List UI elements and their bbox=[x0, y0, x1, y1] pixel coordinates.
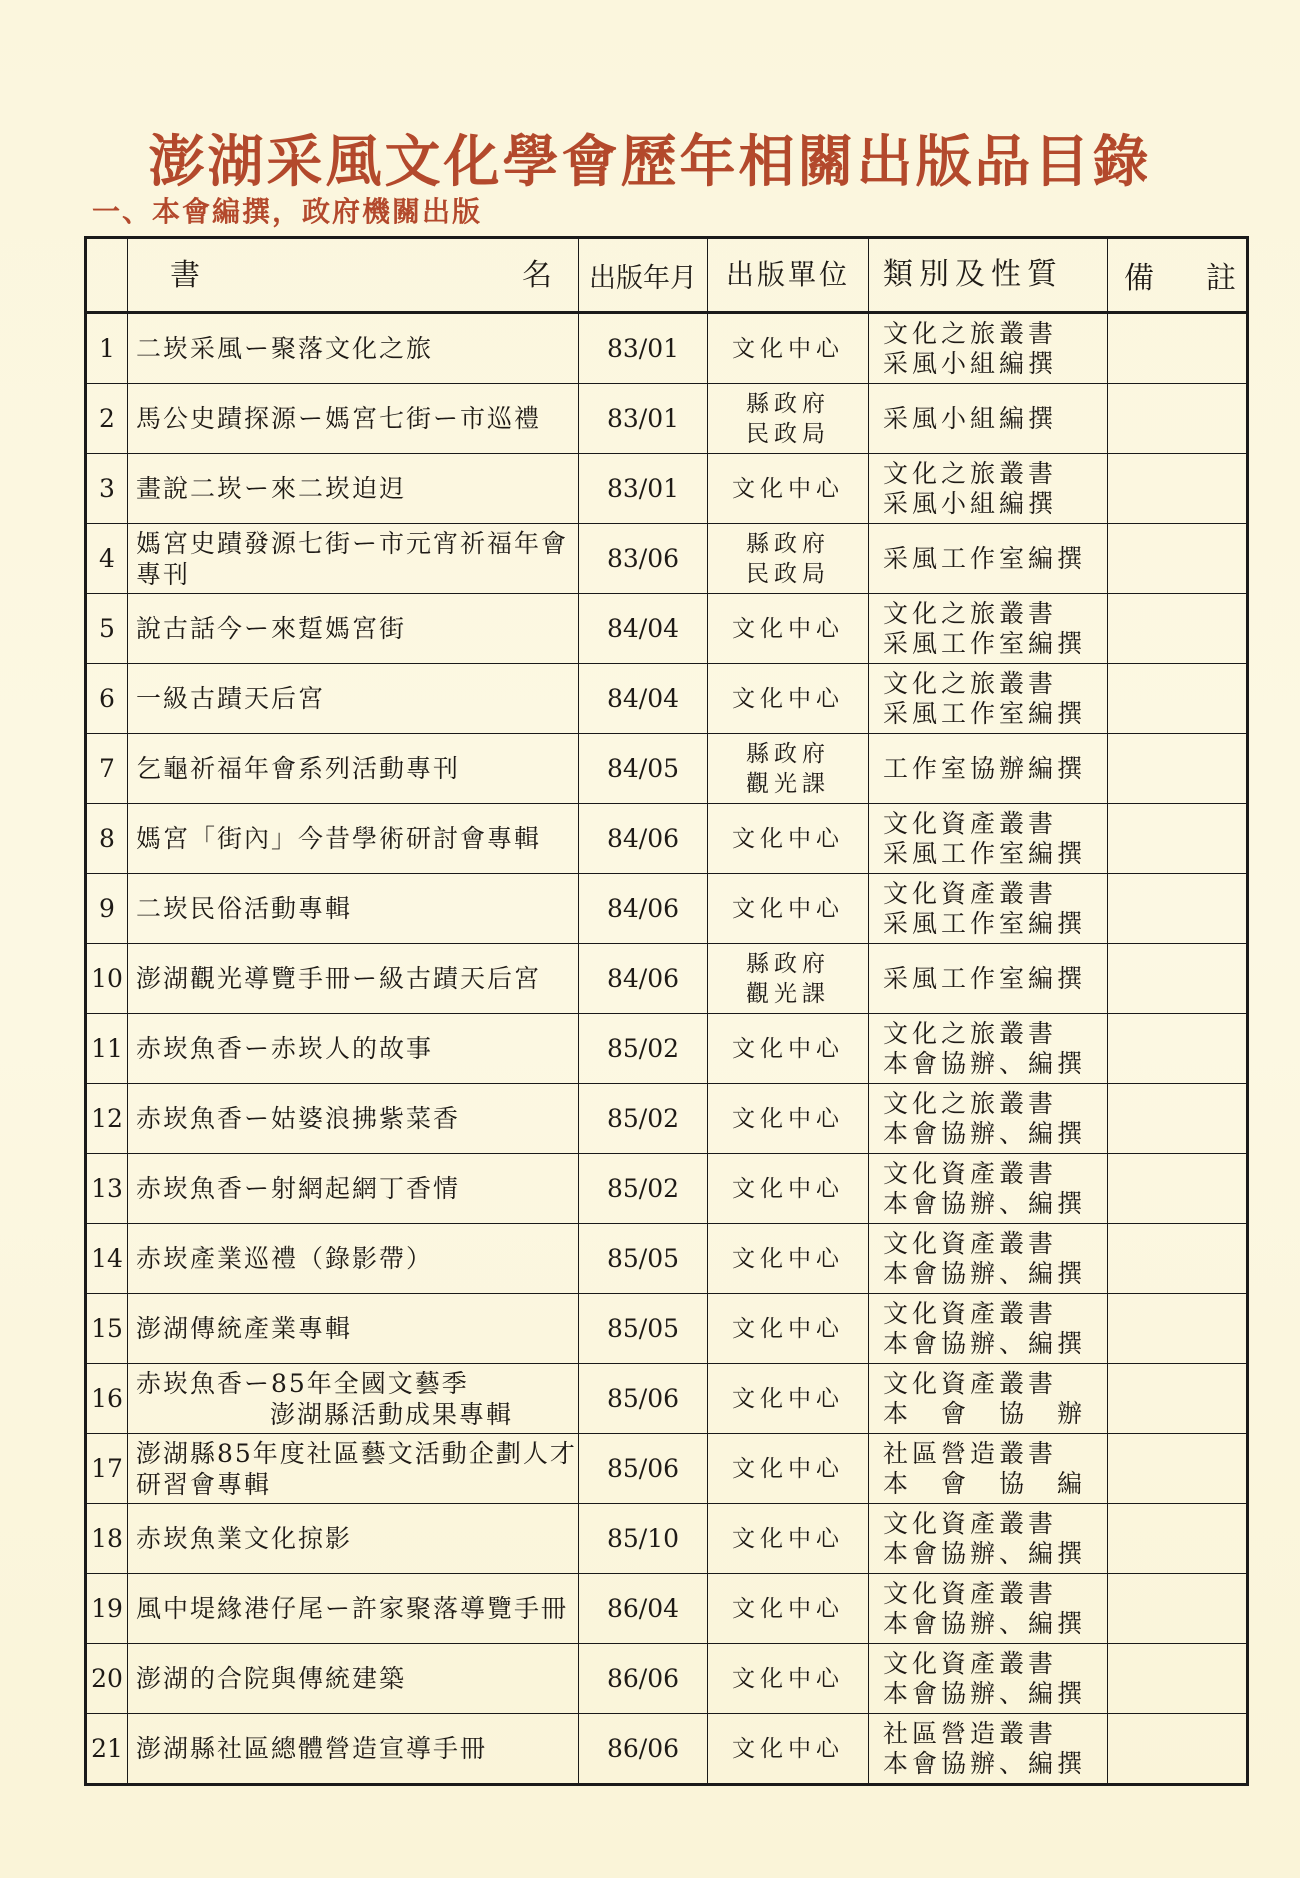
table-row bbox=[86, 524, 1248, 594]
row-publisher-line1: 文化中心 bbox=[732, 1105, 844, 1132]
row-category bbox=[869, 944, 1108, 1014]
row-category-line2: 本會協辦、編撰 bbox=[883, 1258, 1087, 1288]
row-category-line2: 采風小組編撰 bbox=[883, 488, 1058, 518]
row-category-line1: 文化資產叢書 bbox=[883, 1228, 1058, 1258]
row-number: 2 bbox=[86, 384, 128, 454]
row-title-line1: 馬公史蹟探源ー媽宮七街ー市巡禮 bbox=[136, 404, 542, 433]
row-number: 3 bbox=[86, 454, 128, 524]
row-note bbox=[1108, 594, 1248, 664]
row-note bbox=[1108, 1644, 1248, 1714]
row-title-line1: 赤崁魚香ー赤崁人的故事 bbox=[136, 1034, 434, 1063]
row-category bbox=[869, 384, 1108, 454]
table-row bbox=[86, 1154, 1248, 1224]
row-number: 21 bbox=[86, 1714, 128, 1785]
row-title bbox=[128, 594, 579, 664]
row-category-line1: 社區營造叢書 bbox=[883, 1438, 1058, 1468]
row-category-line1: 文化資產叢書 bbox=[883, 1648, 1058, 1678]
row-date: 86/06 bbox=[579, 1644, 708, 1714]
row-publisher bbox=[708, 454, 869, 524]
row-number: 10 bbox=[86, 944, 128, 1014]
row-number: 9 bbox=[86, 874, 128, 944]
row-publisher bbox=[708, 1644, 869, 1714]
row-number: 20 bbox=[86, 1644, 128, 1714]
row-publisher-line1: 文化中心 bbox=[732, 1455, 844, 1482]
row-category-line1: 文化資產叢書 bbox=[883, 878, 1058, 908]
row-category-line1: 文化之旅叢書 bbox=[883, 458, 1058, 488]
header-title-right: 名 bbox=[522, 257, 554, 293]
row-title-line1: 風中堤緣港仔尾ー許家聚落導覽手冊 bbox=[136, 1594, 569, 1623]
table-row bbox=[86, 734, 1248, 804]
row-category-line2: 本會協辦、編撰 bbox=[883, 1188, 1087, 1218]
row-title-line1: 乞龜祈福年會系列活動專刊 bbox=[136, 754, 461, 783]
table-row bbox=[86, 1224, 1248, 1294]
row-publisher-line1: 縣政府 bbox=[746, 740, 830, 767]
row-publisher-line1: 文化中心 bbox=[732, 1315, 844, 1342]
row-title bbox=[128, 664, 579, 734]
row-category-line2: 本會協辦、編撰 bbox=[883, 1538, 1087, 1568]
row-title-line1: 赤崁魚業文化掠影 bbox=[136, 1524, 353, 1553]
row-category-line1: 工作室協辦編撰 bbox=[883, 753, 1087, 783]
row-note bbox=[1108, 454, 1248, 524]
header-publisher: 出版單位 bbox=[708, 238, 869, 313]
table-row bbox=[86, 1084, 1248, 1154]
table-row bbox=[86, 384, 1248, 454]
row-publisher-line1: 縣政府 bbox=[746, 390, 830, 417]
row-number: 11 bbox=[86, 1014, 128, 1084]
header-title bbox=[128, 238, 579, 313]
row-date: 84/05 bbox=[579, 734, 708, 804]
row-date: 85/05 bbox=[579, 1294, 708, 1364]
row-note bbox=[1108, 664, 1248, 734]
row-title bbox=[128, 1644, 579, 1714]
row-date: 85/06 bbox=[579, 1364, 708, 1434]
row-category bbox=[869, 734, 1108, 804]
row-title bbox=[128, 1294, 579, 1364]
row-category-line1: 社區營造叢書 bbox=[883, 1718, 1058, 1748]
row-date: 84/06 bbox=[579, 804, 708, 874]
row-note bbox=[1108, 1154, 1248, 1224]
table-body bbox=[86, 313, 1248, 1785]
row-publisher bbox=[708, 1294, 869, 1364]
row-publisher-line1: 文化中心 bbox=[732, 1665, 844, 1692]
row-category bbox=[869, 1714, 1108, 1785]
row-title bbox=[128, 313, 579, 384]
row-note bbox=[1108, 874, 1248, 944]
row-title-line1: 媽宮史蹟發源七街ー市元宵祈福年會 bbox=[136, 528, 569, 558]
row-note bbox=[1108, 1084, 1248, 1154]
row-category-line1: 文化資產叢書 bbox=[883, 1158, 1058, 1188]
header-note-left: 備 bbox=[1124, 261, 1154, 296]
row-publisher-line2: 民政局 bbox=[746, 560, 830, 587]
row-category bbox=[869, 804, 1108, 874]
table-row bbox=[86, 1574, 1248, 1644]
row-category bbox=[869, 524, 1108, 594]
row-title-line2: 研習會專輯 bbox=[136, 1469, 272, 1499]
row-title-line1: 澎湖傳統產業專輯 bbox=[136, 1314, 353, 1343]
row-publisher-line2: 民政局 bbox=[746, 420, 830, 447]
row-title bbox=[128, 804, 579, 874]
row-publisher bbox=[708, 524, 869, 594]
row-publisher bbox=[708, 1014, 869, 1084]
row-category bbox=[869, 594, 1108, 664]
row-publisher bbox=[708, 1084, 869, 1154]
row-number: 13 bbox=[86, 1154, 128, 1224]
row-date: 86/04 bbox=[579, 1574, 708, 1644]
row-category-line1: 采風工作室編撰 bbox=[883, 543, 1087, 573]
table-row bbox=[86, 1434, 1248, 1504]
row-publisher-line1: 文化中心 bbox=[732, 1595, 844, 1622]
row-title bbox=[128, 944, 579, 1014]
row-category bbox=[869, 874, 1108, 944]
row-category-line2: 本會協辦、編撰 bbox=[883, 1048, 1087, 1078]
row-title bbox=[128, 874, 579, 944]
row-publisher bbox=[708, 1574, 869, 1644]
row-title-line2: 澎湖縣活動成果專輯 bbox=[270, 1399, 514, 1429]
row-note bbox=[1108, 944, 1248, 1014]
header-note bbox=[1108, 238, 1248, 313]
row-date: 83/01 bbox=[579, 454, 708, 524]
row-category bbox=[869, 1504, 1108, 1574]
row-title bbox=[128, 1574, 579, 1644]
row-note bbox=[1108, 1014, 1248, 1084]
row-date: 85/02 bbox=[579, 1014, 708, 1084]
row-category-line1: 文化資產叢書 bbox=[883, 1578, 1058, 1608]
row-note bbox=[1108, 1434, 1248, 1504]
row-title-line1: 赤崁魚香ー85年全國文藝季 bbox=[136, 1368, 469, 1398]
row-title-line1: 畫說二崁ー來二崁迫迌 bbox=[136, 474, 407, 503]
row-date: 84/06 bbox=[579, 944, 708, 1014]
table-row bbox=[86, 454, 1248, 524]
row-date: 85/10 bbox=[579, 1504, 708, 1574]
table-row bbox=[86, 1014, 1248, 1084]
row-category-line1: 文化資產叢書 bbox=[883, 1508, 1058, 1538]
row-publisher-line1: 文化中心 bbox=[732, 1035, 844, 1062]
row-publisher bbox=[708, 1364, 869, 1434]
row-category bbox=[869, 1014, 1108, 1084]
header-title-left: 書 bbox=[170, 257, 202, 293]
row-category-line1: 文化資產叢書 bbox=[883, 1368, 1058, 1398]
row-publisher bbox=[708, 384, 869, 454]
table-row bbox=[86, 944, 1248, 1014]
row-number: 4 bbox=[86, 524, 128, 594]
row-title bbox=[128, 1714, 579, 1785]
table-row bbox=[86, 1364, 1248, 1434]
row-category-line1: 文化之旅叢書 bbox=[883, 668, 1058, 698]
row-number: 12 bbox=[86, 1084, 128, 1154]
row-date: 84/04 bbox=[579, 594, 708, 664]
row-category-line2: 本 會 協 辦 bbox=[883, 1398, 1087, 1428]
row-category bbox=[869, 1434, 1108, 1504]
row-title-line1: 澎湖的合院與傳統建築 bbox=[136, 1664, 407, 1693]
row-date: 85/05 bbox=[579, 1224, 708, 1294]
row-publisher-line1: 縣政府 bbox=[746, 950, 830, 977]
row-publisher-line1: 文化中心 bbox=[732, 685, 844, 712]
row-title-line1: 二崁民俗活動專輯 bbox=[136, 894, 353, 923]
row-title bbox=[128, 1504, 579, 1574]
row-date: 86/06 bbox=[579, 1714, 708, 1785]
row-number: 15 bbox=[86, 1294, 128, 1364]
row-number: 7 bbox=[86, 734, 128, 804]
table-row bbox=[86, 1644, 1248, 1714]
row-publisher bbox=[708, 944, 869, 1014]
row-publisher-line1: 縣政府 bbox=[746, 530, 830, 557]
row-category-line1: 文化之旅叢書 bbox=[883, 318, 1058, 348]
row-note bbox=[1108, 1504, 1248, 1574]
row-publisher-line1: 文化中心 bbox=[732, 1525, 844, 1552]
row-category bbox=[869, 1644, 1108, 1714]
row-category-line1: 文化之旅叢書 bbox=[883, 1018, 1058, 1048]
row-number: 8 bbox=[86, 804, 128, 874]
row-publisher-line1: 文化中心 bbox=[732, 825, 844, 852]
row-publisher bbox=[708, 1154, 869, 1224]
row-publisher-line1: 文化中心 bbox=[732, 335, 844, 362]
row-publisher-line1: 文化中心 bbox=[732, 475, 844, 502]
header-category: 類別及性質 bbox=[869, 238, 1108, 313]
row-category-line1: 采風工作室編撰 bbox=[883, 963, 1087, 993]
row-category-line1: 文化之旅叢書 bbox=[883, 1088, 1058, 1118]
row-publisher-line1: 文化中心 bbox=[732, 1385, 844, 1412]
row-note bbox=[1108, 384, 1248, 454]
row-note bbox=[1108, 313, 1248, 384]
row-category bbox=[869, 1154, 1108, 1224]
row-publisher-line1: 文化中心 bbox=[732, 1245, 844, 1272]
row-title bbox=[128, 384, 579, 454]
row-category-line2: 采風工作室編撰 bbox=[883, 838, 1087, 868]
row-publisher-line1: 文化中心 bbox=[732, 895, 844, 922]
table-row bbox=[86, 1714, 1248, 1785]
row-title bbox=[128, 1154, 579, 1224]
row-category-line1: 采風小組編撰 bbox=[883, 403, 1058, 433]
table-row bbox=[86, 804, 1248, 874]
row-title-line1: 二崁采風ー聚落文化之旅 bbox=[136, 334, 434, 363]
document-title: 澎湖采風文化學會歷年相關出版品目錄 bbox=[148, 129, 1152, 195]
row-publisher bbox=[708, 664, 869, 734]
row-category-line2: 采風小組編撰 bbox=[883, 348, 1058, 378]
row-category-line2: 本會協辦、編撰 bbox=[883, 1608, 1087, 1638]
table-header-row bbox=[86, 238, 1248, 313]
header-note-right: 註 bbox=[1206, 261, 1236, 296]
row-note bbox=[1108, 1574, 1248, 1644]
row-title-line1: 赤崁魚香ー姑婆浪拂紫菜香 bbox=[136, 1104, 461, 1133]
row-category-line2: 本會協辦、編撰 bbox=[883, 1748, 1087, 1778]
row-category-line2: 本 會 協 編 bbox=[883, 1468, 1087, 1498]
table-row bbox=[86, 594, 1248, 664]
row-publisher bbox=[708, 1714, 869, 1785]
row-category bbox=[869, 1294, 1108, 1364]
row-note bbox=[1108, 804, 1248, 874]
row-number: 19 bbox=[86, 1574, 128, 1644]
row-category bbox=[869, 1364, 1108, 1434]
table-row bbox=[86, 874, 1248, 944]
row-title bbox=[128, 1084, 579, 1154]
row-note bbox=[1108, 1364, 1248, 1434]
row-title bbox=[128, 1224, 579, 1294]
row-note bbox=[1108, 734, 1248, 804]
row-publisher bbox=[708, 804, 869, 874]
row-date: 84/06 bbox=[579, 874, 708, 944]
row-publisher bbox=[708, 313, 869, 384]
row-date: 85/02 bbox=[579, 1084, 708, 1154]
row-note bbox=[1108, 1224, 1248, 1294]
row-category-line1: 文化資產叢書 bbox=[883, 808, 1058, 838]
table-row bbox=[86, 1504, 1248, 1574]
row-category-line1: 文化資產叢書 bbox=[883, 1298, 1058, 1328]
row-category bbox=[869, 313, 1108, 384]
row-date: 83/01 bbox=[579, 313, 708, 384]
row-category-line2: 本會協辦、編撰 bbox=[883, 1678, 1087, 1708]
row-number: 17 bbox=[86, 1434, 128, 1504]
row-category-line1: 文化之旅叢書 bbox=[883, 598, 1058, 628]
publication-table bbox=[84, 236, 1249, 1786]
header-date: 出版年月 bbox=[579, 238, 708, 313]
row-title bbox=[128, 1434, 579, 1504]
row-publisher bbox=[708, 1224, 869, 1294]
row-number: 16 bbox=[86, 1364, 128, 1434]
header-number bbox=[86, 238, 128, 313]
row-title-line1: 一級古蹟天后宮 bbox=[136, 684, 326, 713]
row-category-line2: 采風工作室編撰 bbox=[883, 698, 1087, 728]
row-publisher bbox=[708, 1434, 869, 1504]
row-title bbox=[128, 1014, 579, 1084]
row-category bbox=[869, 664, 1108, 734]
row-note bbox=[1108, 1714, 1248, 1785]
row-category-line2: 采風工作室編撰 bbox=[883, 908, 1087, 938]
row-date: 83/01 bbox=[579, 384, 708, 454]
row-publisher bbox=[708, 1504, 869, 1574]
row-category bbox=[869, 1574, 1108, 1644]
row-publisher bbox=[708, 734, 869, 804]
row-publisher-line2: 觀光課 bbox=[746, 980, 830, 1007]
row-number: 5 bbox=[86, 594, 128, 664]
row-category-line2: 采風工作室編撰 bbox=[883, 628, 1087, 658]
row-category-line2: 本會協辦、編撰 bbox=[883, 1328, 1087, 1358]
table-row bbox=[86, 1294, 1248, 1364]
row-category bbox=[869, 454, 1108, 524]
row-number: 6 bbox=[86, 664, 128, 734]
row-title-line1: 赤崁魚香ー射網起網丁香情 bbox=[136, 1174, 461, 1203]
row-publisher-line1: 文化中心 bbox=[732, 1735, 844, 1762]
row-title bbox=[128, 524, 579, 594]
row-number: 1 bbox=[86, 313, 128, 384]
row-publisher bbox=[708, 594, 869, 664]
row-title-line1: 澎湖觀光導覽手冊ー級古蹟天后宮 bbox=[136, 964, 542, 993]
table-row bbox=[86, 313, 1248, 384]
row-title-line2: 專刊 bbox=[136, 559, 191, 589]
row-date: 83/06 bbox=[579, 524, 708, 594]
row-number: 14 bbox=[86, 1224, 128, 1294]
row-publisher-line2: 觀光課 bbox=[746, 770, 830, 797]
row-title-line1: 澎湖縣85年度社區藝文活動企劃人才 bbox=[136, 1438, 577, 1468]
row-date: 85/02 bbox=[579, 1154, 708, 1224]
row-title-line1: 赤崁產業巡禮（錄影帶） bbox=[136, 1244, 434, 1273]
row-note bbox=[1108, 1294, 1248, 1364]
row-number: 18 bbox=[86, 1504, 128, 1574]
section-subtitle: 一、本會編撰，政府機關出版 bbox=[92, 195, 483, 228]
row-date: 85/06 bbox=[579, 1434, 708, 1504]
row-publisher-line1: 文化中心 bbox=[732, 615, 844, 642]
row-title-line1: 說古話今ー來踅媽宮街 bbox=[136, 614, 407, 643]
row-date: 84/04 bbox=[579, 664, 708, 734]
row-category-line2: 本會協辦、編撰 bbox=[883, 1118, 1087, 1148]
row-category bbox=[869, 1224, 1108, 1294]
row-category bbox=[869, 1084, 1108, 1154]
row-title bbox=[128, 734, 579, 804]
row-title-line1: 澎湖縣社區總體營造宣導手冊 bbox=[136, 1734, 488, 1763]
row-title-line1: 媽宮「街內」今昔學術研討會專輯 bbox=[136, 824, 542, 853]
row-note bbox=[1108, 524, 1248, 594]
row-title bbox=[128, 454, 579, 524]
row-publisher-line1: 文化中心 bbox=[732, 1175, 844, 1202]
row-publisher bbox=[708, 874, 869, 944]
row-title bbox=[128, 1364, 579, 1434]
table-row bbox=[86, 664, 1248, 734]
